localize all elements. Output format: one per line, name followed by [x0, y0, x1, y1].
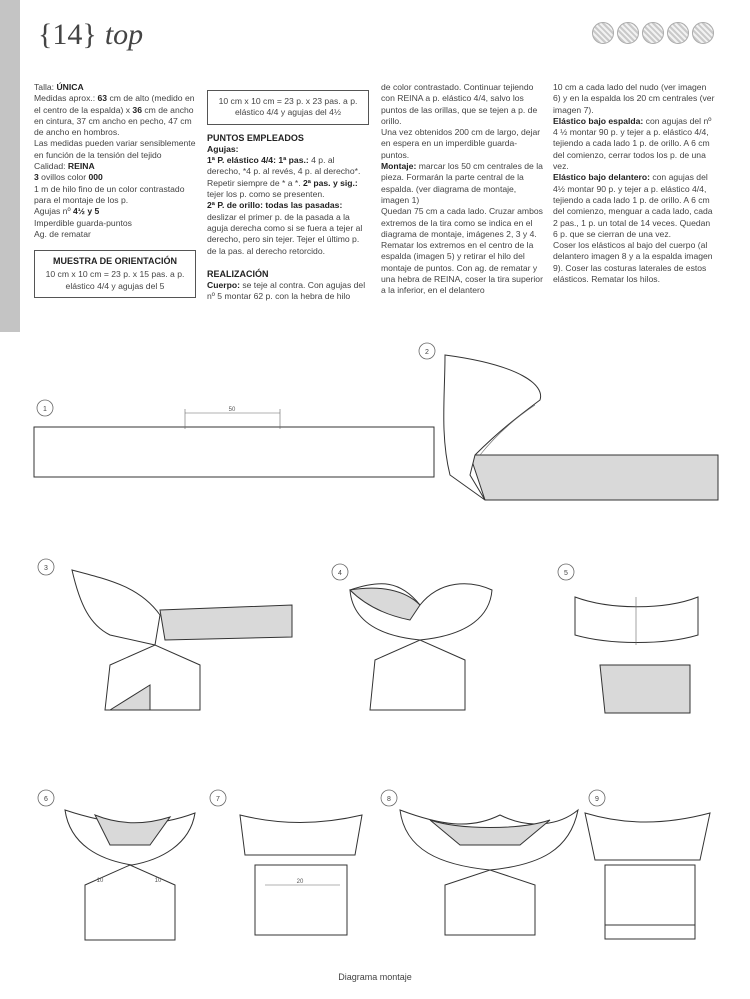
pattern-name: top — [104, 18, 144, 51]
realization-heading: REALIZACIÓN — [207, 268, 269, 279]
yarn-amount: 3 ovillos color 000 — [34, 172, 103, 183]
gauge-text-2: 10 cm x 10 cm = 23 p. x 23 pas. a p. elástico 4/4 y agujas del 4½ — [218, 96, 358, 118]
finishing-text: Coser los elásticos al bajo del cuerpo (al delantero imagen 8 y a la espalda imagen 9). Coser las costuras laterales de estos elásticos. Rematar los hilos. — [553, 240, 713, 285]
elastic-column — [553, 82, 715, 285]
crossing-text: Quedan 75 cm a cada lado. Cruzar ambos extremos de la tira como se indica en el diagrama de montaje, imágenes 2, 3 y 4. Rematar los extremos en el centro de la espalda (imagen 5) y retirar el hilo del montaje de puntos. Con ag. de rematar y una hebra de REINA, coser la tira superior a la inferior, en el delantero — [381, 206, 543, 296]
step-7-number: 7 — [216, 796, 220, 803]
length-note: Una vez obtenidos 200 cm de largo, dejar en espera en un imperdible guarda-puntos. — [381, 127, 541, 160]
stitch-1: 1ª P. elástico 4/4: 1ª pas.: 4 p. al derecho, *4 p. al revés, 4 p. al derecho*. Repetir siempre de * a *. 2ª pas. y sig.: tejer los p. como se presenten. — [207, 155, 361, 200]
size-line: Talla: ÚNICA — [34, 82, 84, 92]
yarn-ball-icon — [692, 22, 714, 44]
step-1-strip — [34, 400, 434, 477]
difficulty-yarn-balls — [592, 22, 714, 44]
step-6-seam — [38, 790, 195, 940]
strip-shape — [34, 427, 434, 477]
body-continued: de color contrastado. Continuar tejiendo con REINA a p. elástico 4/4, salvo los puntos de las orillas, que se tejen a p. de orillo. — [381, 82, 538, 126]
step-8-front-elastic — [381, 790, 578, 935]
front-elastic: Elástico bajo delantero: con agujas del 4½ montar 90 p. y tejer a p. elástico 4/4, tejiendo a cada lado 1 p. de orillo. A 6 cm del comienzo, menguar a cada lado, cada 2 pas., 1 p. un total de 14 veces. Quedan 6 p. que se cierran de una vez. — [553, 172, 713, 239]
yarn-ball-icon — [667, 22, 689, 44]
assembly-column — [381, 82, 543, 297]
yarn-ball-icon — [617, 22, 639, 44]
yarn-ball-icon — [642, 22, 664, 44]
base-pentagon-4 — [370, 640, 465, 710]
step-3-cross — [38, 559, 292, 710]
dim-10b-label: 10 — [154, 878, 162, 884]
stitch-2: 2ª P. de orillo: todas las pasadas: deslizar el primer p. de la pasada a la aguja derecha como si se fuera a tejer al derecho, pero sin tejer. Tejer el último p. de la pas. al derecho retorcido. — [207, 200, 363, 256]
needles: Agujas nº 4½ y 5 — [34, 206, 100, 217]
measurement-note: Las medidas pueden variar sensiblemente en función de la tensión del tejido — [34, 138, 196, 160]
step-8-number: 8 — [387, 796, 391, 803]
back-band — [575, 597, 698, 643]
back-top-7 — [240, 815, 362, 855]
step-6-number: 6 — [44, 796, 48, 803]
assembly-diagram — [0, 335, 750, 965]
finishing-needle: Ag. de rematar — [34, 228, 91, 239]
stitches-heading: PUNTOS EMPLEADOS — [207, 132, 304, 143]
step-9-back-elastic — [585, 790, 710, 939]
step-2-number: 2 — [425, 349, 429, 356]
strip-shaded — [470, 455, 718, 500]
stitch-holder: Imperdible guarda-puntos — [34, 217, 132, 228]
gauge-text: 10 cm x 10 cm = 23 p. x 15 pas. a p. elástico 4/4 y agujas del 5 — [45, 269, 185, 291]
gauge-box — [34, 250, 196, 298]
stitches-column — [207, 82, 369, 303]
base-pentagon — [105, 645, 200, 710]
bodice-base-6 — [85, 865, 175, 940]
front-base-8 — [445, 870, 535, 935]
pattern-number: {14} — [38, 18, 97, 51]
back-base-7 — [255, 865, 347, 935]
band-shaded — [160, 605, 292, 640]
step-9-number: 9 — [595, 796, 599, 803]
body-instructions: Cuerpo: se teje al contra. Con agujas del nº 5 montar 62 p. con la hebra de hilo — [207, 280, 366, 302]
seam-text: 10 cm a cada lado del nudo (ver imagen 6) y en la espalda los 20 cm centrales (ver imagen 7). — [553, 82, 715, 115]
back-panel-shade — [600, 665, 690, 713]
back-top-9 — [585, 813, 710, 860]
step-5-back — [558, 564, 698, 713]
gauge-box-2 — [207, 90, 369, 125]
assembly-text: Montaje: marcar los 50 cm centrales de la pieza. Formarán la parte central de la espalda. (ver diagrama de montaje, imagen 1) — [381, 161, 543, 205]
dim-50-label: 50 — [228, 407, 236, 413]
page-title — [38, 18, 143, 52]
gauge-title: MUESTRA DE ORIENTACIÓN — [52, 256, 177, 267]
side-color-bar — [0, 0, 20, 332]
yarn-quality: Calidad: REINA — [34, 161, 95, 172]
step-4-number: 4 — [338, 570, 342, 577]
back-elastic-9 — [605, 925, 695, 939]
left-wing — [72, 570, 160, 645]
step-2-fold — [419, 343, 718, 500]
measurements: Medidas aprox.: 63 cm de alto (medido en el centro de la espalda) x 36 cm de ancho en cintura, 37 cm ancho en pecho, 47 cm de ancho en hombros. — [34, 93, 195, 138]
step-1-number: 1 — [43, 406, 47, 413]
dim-20-label: 20 — [296, 879, 304, 885]
back-elastic: Elástico bajo espalda: con agujas del nº 4 ½ montar 90 p. y tejer a p. elástico 4/4, tejiendo a cada lado 1 p. de orillo. A 6 cm del comienzo, cerrar todos los p. de una vez. — [553, 115, 712, 172]
step-5-number: 5 — [564, 570, 568, 577]
contrast-thread: 1 m de hilo fino de un color contrastado para el montaje de los p. — [34, 183, 185, 205]
materials-column — [34, 82, 196, 298]
yarn-ball-icon — [592, 22, 614, 44]
needles-heading: Agujas: — [207, 143, 239, 154]
dim-10a-label: 10 — [96, 878, 104, 884]
step-7-back-seam — [210, 790, 362, 935]
diagram-caption: Diagrama montaje — [338, 972, 412, 982]
back-base-9 — [605, 865, 695, 925]
step-4-cross — [332, 564, 492, 710]
step-3-number: 3 — [44, 565, 48, 572]
